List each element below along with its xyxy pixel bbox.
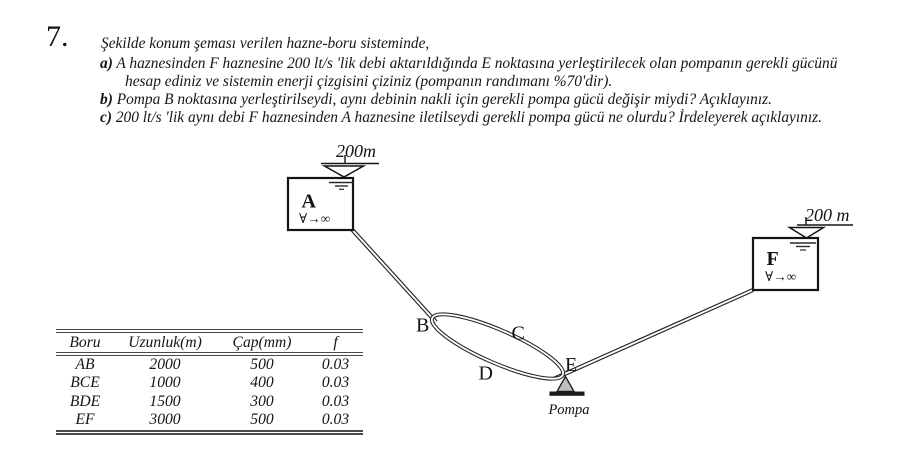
table-row [56, 354, 363, 374]
tank-f-label: F [766, 248, 779, 270]
table-cell: AB [75, 356, 95, 373]
table-row [56, 374, 363, 392]
item-c-label: c) [100, 109, 112, 126]
col-header-uzunluk: Uzunluk(m) [114, 331, 216, 354]
pipe-ef-inner [555, 290, 754, 379]
question-intro: Şekilde konum şeması verilen hazne-boru sisteminde, [101, 35, 430, 52]
pump-label: Pompa [548, 402, 590, 418]
table-cell: 300 [250, 392, 274, 410]
node-c-label: C [511, 322, 525, 345]
question-number: 7. [46, 20, 69, 53]
pipe-ab-inner [352, 230, 436, 323]
item-a-text: A haznesinden F haznesine 200 lt/s 'lik debi aktarıldığında E noktasına yerleştirilecek olan pompanın gerekli gücünü [116, 55, 838, 72]
table-cell: 0.03 [321, 411, 350, 429]
tank-f-level-label: 200 m [805, 205, 850, 225]
tank-a-volume-symbol: ∀→∞ [299, 211, 331, 226]
pump-base [550, 392, 585, 396]
item-b-label: b) [100, 91, 113, 108]
table-cell: 3000 [149, 411, 181, 429]
pipe-table-container [56, 329, 363, 435]
tank-a-label: A [301, 190, 316, 213]
pipe-table [56, 329, 363, 435]
table-cell: 1000 [149, 374, 181, 392]
table-cell: BCE [70, 374, 100, 392]
table-cell: EF [75, 411, 95, 429]
node-b-label: B [416, 314, 430, 337]
col-header-cap: Çap(mm) [216, 331, 308, 354]
pipe-loop-outline [426, 303, 570, 390]
table-cell: 500 [250, 411, 274, 429]
table-row [56, 411, 363, 432]
table-cell: 0.03 [321, 356, 350, 373]
tank-a-water-level-icon [325, 166, 364, 177]
tank-f-volume-symbol: ∀→∞ [765, 269, 797, 284]
table-cell: 0.03 [321, 374, 350, 392]
table-cell: BDE [69, 392, 101, 410]
table-header-row [56, 331, 363, 354]
table-cell: 2000 [149, 356, 181, 373]
table-row [56, 393, 363, 411]
node-e-label: E [565, 354, 578, 376]
item-c-text: 200 lt/s 'lik aynı debi F haznesinden A haznesine iletilseydi gerekli pompa gücü ne olurdu? İrdeleyerek açıklayınız. [115, 109, 822, 126]
col-header-f: f [308, 331, 363, 354]
col-header-boru: Boru [56, 331, 114, 354]
tank-a-level-label: 200m [336, 141, 376, 161]
table-cell: 500 [250, 356, 274, 373]
pipe-loop [426, 303, 570, 390]
table-cell: 1500 [149, 392, 181, 410]
table-cell: 0.03 [321, 392, 350, 410]
item-a-label: a) [100, 55, 113, 72]
item-b-text: Pompa B noktasına yerleştirilseydi, aynı debinin nakli için gerekli pompa gücü değişir miydi? Açıklayınız. [116, 91, 772, 108]
tank-f-water-level-icon [790, 228, 824, 239]
question-item-a-continuation: hesap ediniz ve sistemin enerji çizgisini çiziniz (pompanın randımanı %70'dir). [125, 73, 613, 90]
table-cell: 400 [250, 374, 274, 392]
node-d-label: D [478, 362, 493, 385]
